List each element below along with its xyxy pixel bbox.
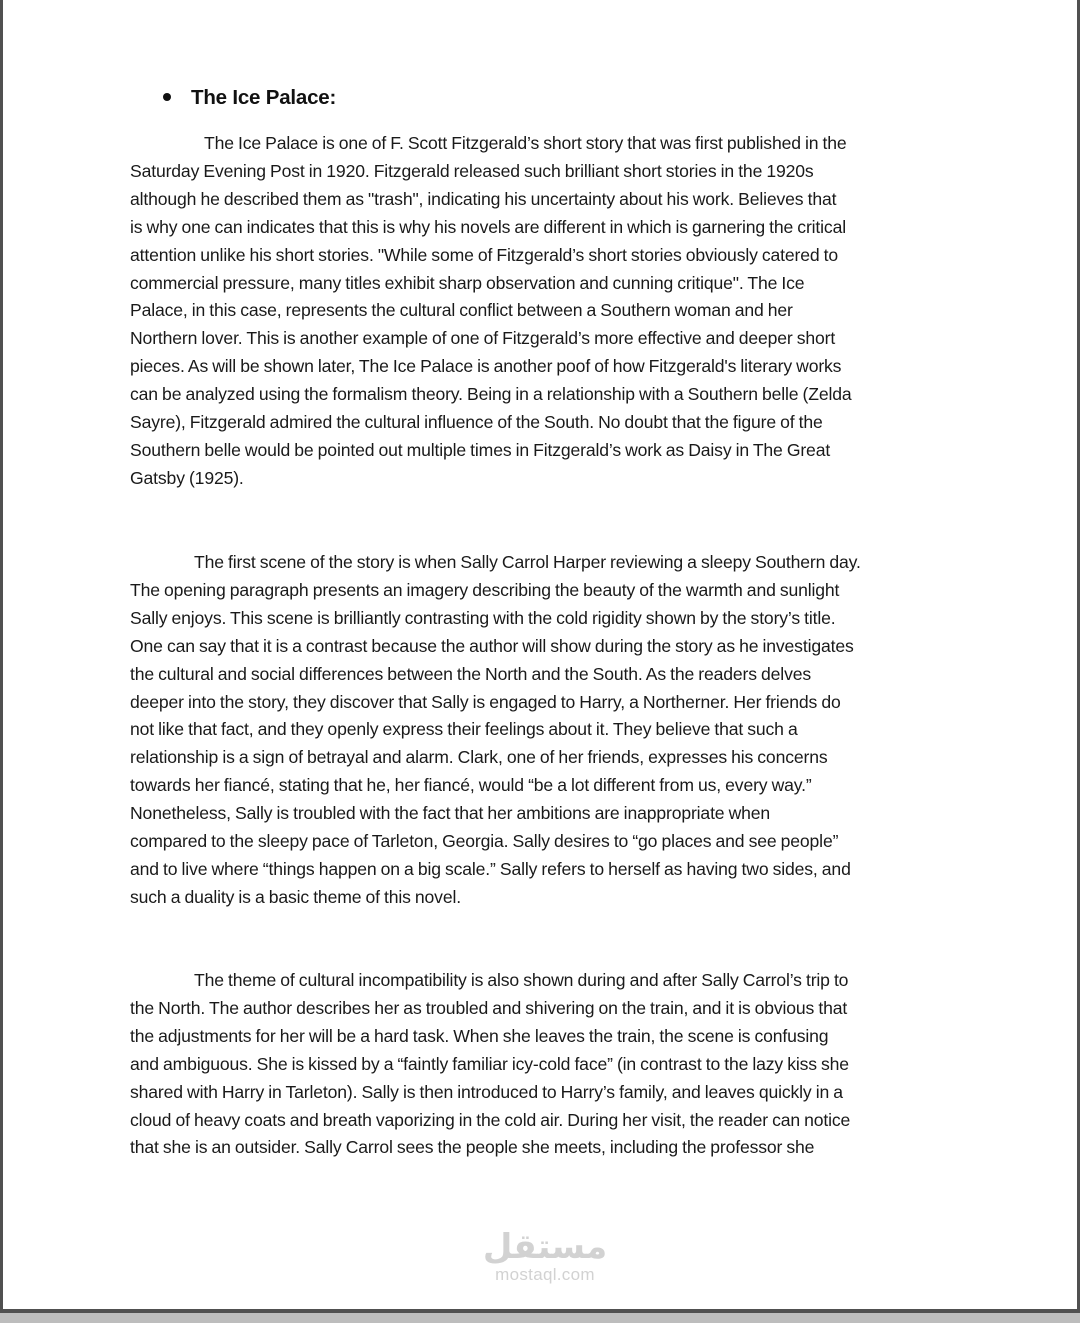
- section-heading: [163, 86, 336, 110]
- text-line: Northern lover. This is another example of one of Fitzgerald’s more effective and deeper short: [130, 328, 836, 349]
- text-line: Saturday Evening Post in 1920. Fitzgerald released such brilliant short stories in the 1920s: [130, 160, 814, 181]
- text-line: Gatsby (1925).: [130, 467, 244, 488]
- text-line: the adjustments for her will be a hard task. When she leaves the train, the scene is confusing: [130, 1025, 829, 1046]
- text-line: commercial pressure, many titles exhibit sharp observation and cunning critique". The Ice: [130, 272, 805, 293]
- text-line: although he described them as "trash", indicating his uncertainty about his work. Believes that: [130, 188, 837, 209]
- text-line: can be analyzed using the formalism theory. Being in a relationship with a Southern belle (Zelda: [130, 384, 852, 405]
- watermark-domain: mostaql.com: [495, 1265, 595, 1284]
- text-line: pieces. As will be shown later, The Ice Palace is another poof of how Fitzgerald's literary works: [130, 356, 842, 377]
- text-line: not like that fact, and they openly express their feelings about it. They believe that such a: [130, 719, 798, 740]
- text-line: The theme of cultural incompatibility is also shown during and after Sally Carrol’s trip to: [194, 970, 849, 990]
- text-line: cloud of heavy coats and breath vaporizing in the cold air. During her visit, the reader can notice: [130, 1109, 851, 1130]
- paragraph-2: [130, 549, 960, 912]
- text-line: The Ice Palace is one of F. Scott Fitzgerald’s short story that was first published in the: [204, 133, 847, 153]
- text-line: Sally enjoys. This scene is brilliantly contrasting with the cold rigidity shown by the story’s title.: [130, 607, 836, 628]
- paragraph-3: [130, 967, 960, 1162]
- text-line: Palace, in this case, represents the cultural conflict between a Southern woman and her: [130, 300, 793, 321]
- text-line: the cultural and social differences between the North and the South. As the readers delves: [130, 663, 811, 684]
- text-line: the North. The author describes her as troubled and shivering on the train, and it is obvious that: [130, 997, 848, 1018]
- text-line: relationship is a sign of betrayal and alarm. Clark, one of her friends, expresses his concerns: [130, 747, 828, 768]
- text-line: is why one can indicates that this is why his novels are different in which is garnering the critical: [130, 216, 846, 237]
- watermark-arabic-logo: مستقل: [482, 1227, 608, 1267]
- heading-text: The Ice Palace:: [191, 86, 337, 109]
- text-line: such a duality is a basic theme of this novel.: [130, 886, 461, 907]
- text-line: One can say that it is a contrast because the author will show during the story as he investigates: [130, 635, 854, 656]
- text-line: shared with Harry in Tarleton). Sally is then introduced to Harry’s family, and leaves quickly in a: [130, 1081, 843, 1102]
- text-line: Nonetheless, Sally is troubled with the fact that her ambitions are inappropriate when: [130, 803, 771, 824]
- text-line: towards her fiancé, stating that he, her fiancé, would “be a lot different from us, every way.”: [130, 775, 812, 796]
- text-line: and to live where “things happen on a big scale.” Sally refers to herself as having two sides, and: [130, 858, 851, 879]
- text-line: Southern belle would be pointed out multiple times in Fitzgerald’s work as Daisy in The Great: [130, 439, 831, 460]
- paragraph-1: [130, 130, 960, 493]
- text-line: that she is an outsider. Sally Carrol sees the people she meets, including the professor she: [130, 1137, 815, 1158]
- bullet-icon: [163, 93, 171, 101]
- text-line: compared to the sleepy pace of Tarleton, Georgia. Sally desires to “go places and see people”: [130, 831, 839, 852]
- text-line: attention unlike his short stories. "While some of Fitzgerald’s short stories obviously catered to: [130, 244, 839, 265]
- text-line: The first scene of the story is when Sally Carrol Harper reviewing a sleepy Southern day.: [194, 552, 861, 572]
- watermark: [465, 1228, 625, 1284]
- text-line: The opening paragraph presents an imagery describing the beauty of the warmth and sunlight: [130, 579, 840, 600]
- text-line: and ambiguous. She is kissed by a “faintly familiar icy-cold face” (in contrast to the lazy kiss she: [130, 1053, 849, 1074]
- text-line: Sayre), Fitzgerald admired the cultural influence of the South. No doubt that the figure of the: [130, 412, 823, 433]
- text-line: deeper into the story, they discover that Sally is engaged to Harry, a Northerner. Her friends do: [130, 691, 841, 712]
